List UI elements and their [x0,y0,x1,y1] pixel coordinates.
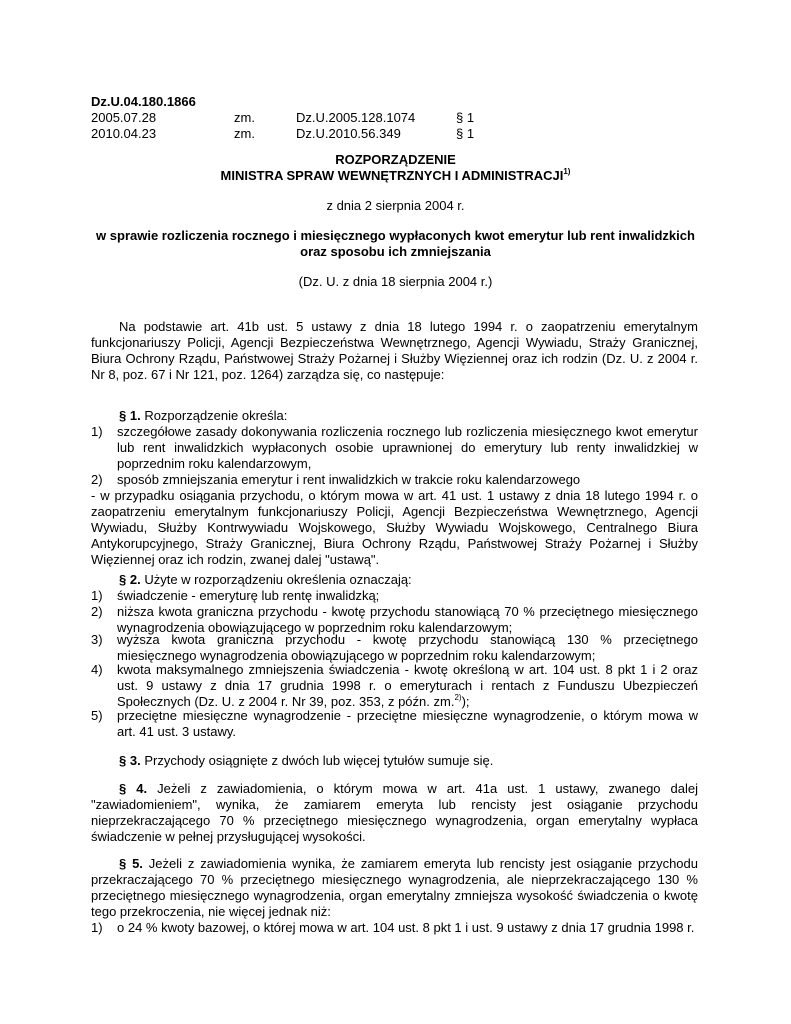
document-type-title: ROZPORZĄDZENIE [335,152,456,167]
amendment-type: zm. [234,126,255,141]
list-item-text: szczegółowe zasady dokonywania rozliczenia rocznego lub rozliczenia miesięcznego kwot emerytur lub rent inwalidzkich wypłaconych osobie uprawnionej do emerytury lub renty inwalidzkiej w poprzednim roku kalendarzowym, [117,424,698,471]
list-item-text: o 24 % kwoty bazowej, o której mowa w art. 104 ust. 8 pkt 1 i ust. 9 ustawy z dnia 17 grudnia 1998 r. [117,920,695,935]
section-3-label: § 3. [119,753,141,768]
list-item-text-main: kwota maksymalnego zmniejszenia świadczenia - kwotę określoną w art. 104 ust. 8 pkt 1 i 2 oraz ust. 9 ustawy z dnia 17 grudnia 1998 r. o emeryturach i rentach z Funduszu Ubezpieczeń Społecznych (Dz. U. z 2004 r. Nr 39, poz. 353, z późn. zm. [117,662,698,709]
list-item-number: 3) [91,632,103,647]
footnote-mark: 2) [454,692,462,702]
section-4-label: § 4. [119,781,148,796]
amendment-ref: Dz.U.2005.128.1074 [296,110,416,125]
section-5-text: Jeżeli z zawiadomienia wynika, że zamiarem emeryta lub rencisty jest osiąganie przychodu przekraczającego 70 % przeciętnego miesięcznego wynagrodzenia, ale nieprzekraczającego 130 % przeciętnego miesięcznego wynagrodzenia, organ emerytalny zmniejsza wysokość świadczenia o kwotę tego przekroczenia, nie więcej jednak niż: [91,856,698,919]
section-5 [91,856,698,920]
preamble: Na podstawie art. 41b ust. 5 ustawy z dnia 18 lutego 1994 r. o zaopatrzeniu emerytalnym funkcjonariuszy Policji, Agencji Bezpieczeństwa Wewnętrznego, Agencji Wywiadu, Straży Granicznej, Biura Ochrony Rządu, Państwowej Straży Pożarnej i Służby Więziennej oraz ich rodzin (Dz. U. z 2004 r. Nr 8, poz. 67 i Nr 121, poz. 1264) zarządza się, co następuje: [91,319,698,382]
list-item-number: 2) [91,472,103,487]
amendment-date: 2010.04.23 [91,126,157,141]
document-id: Dz.U.04.180.1866 [91,94,196,109]
section-1-intro [119,408,287,424]
list-item-number: 5) [91,708,103,723]
section-3 [119,753,493,769]
issuer-title-text: MINISTRA SPRAW WEWNĘTRZNYCH I ADMINISTRACJI [220,168,564,183]
list-item-text-tail: ); [461,694,470,709]
section-4 [91,781,698,845]
amendment-para: § 1 [456,110,475,125]
subject-line-1: w sprawie rozliczenia rocznego i miesięcznego wypłaconych kwot emerytur lub rent inwalidzkich [96,228,695,243]
section-1-intro-text: Rozporządzenie określa: [144,408,288,423]
list-item-number: 2) [91,604,103,619]
amendment-type: zm. [234,110,255,125]
list-item-text: świadczenie - emeryturę lub rentę inwalidzką; [117,588,380,603]
amendment-ref: Dz.U.2010.56.349 [296,126,401,141]
section-3-text: Przychody osiągnięte z dwóch lub więcej tytułów sumuje się. [144,753,494,768]
issue-date: z dnia 2 sierpnia 2004 r. [326,198,465,213]
publication-reference: (Dz. U. z dnia 18 sierpnia 2004 r.) [298,274,493,289]
amendment-date: 2005.07.28 [91,110,157,125]
list-item-number: 1) [91,588,103,603]
section-1-label: § 1. [119,408,141,423]
list-item-text [117,662,698,710]
section-5-label: § 5. [119,856,143,871]
issuer-title [0,168,791,184]
list-item-text: wyższa kwota graniczna przychodu - kwotę przychodu stanowiącą 130 % przeciętnego miesięcznego wynagrodzenia obowiązującego w poprzednim roku kalendarzowym; [117,632,698,663]
list-item-text: sposób zmniejszania emerytur i rent inwalidzkich w trakcie roku kalendarzowego [117,472,581,487]
amendment-para: § 1 [456,126,475,141]
section-2-label: § 2. [119,572,141,587]
subject-line-2: oraz sposobu ich zmniejszania [300,244,491,259]
section-4-text: Jeżeli z zawiadomienia, o którym mowa w art. 41a ust. 1 ustawy, zwanego dalej "zawiadomieniem", wynika, że zamiarem emeryta lub rencisty jest osiąganie przychodu nieprzekraczającego 70 % przeciętnego miesięcznego wynagrodzenia, organ emerytalny wypłaca świadczenie w pełnej przysługującej wysokości. [91,781,699,844]
section-1-trailer: - w przypadku osiągania przychodu, o którym mowa w art. 41 ust. 1 ustawy z dnia 18 lutego 1994 r. o zaopatrzeniu emerytalnym funkcjonariuszy Policji, Agencji Bezpieczeństwa Wewnętrznego, Agencji Wywiadu, Służby Kontrwywiadu Wojskowego, Służby Wywiadu Wojskowego, Centralnego Biura Antykorupcyjnego, Straży Granicznej, Biura Ochrony Rządu, Państwowej Straży Pożarnej i Służby Więziennej oraz ich rodzin, zwanej dalej "ustawą". [91,488,698,567]
list-item-text: przeciętne miesięczne wynagrodzenie - przeciętne miesięczne wynagrodzenie, o którym mowa w art. 41 ust. 3 ustawy. [117,708,698,739]
section-2-intro [119,572,412,588]
section-2-intro-text: Użyte w rozporządzeniu określenia oznaczają: [144,572,412,587]
list-item-number: 1) [91,920,103,935]
list-item-number: 4) [91,662,103,677]
list-item-text: niższa kwota graniczna przychodu - kwotę przychodu stanowiącą 70 % przeciętnego miesięcznego wynagrodzenia obowiązującego w poprzednim roku kalendarzowym; [117,604,698,635]
list-item-number: 1) [91,424,103,439]
footnote-mark: 1) [563,166,571,176]
